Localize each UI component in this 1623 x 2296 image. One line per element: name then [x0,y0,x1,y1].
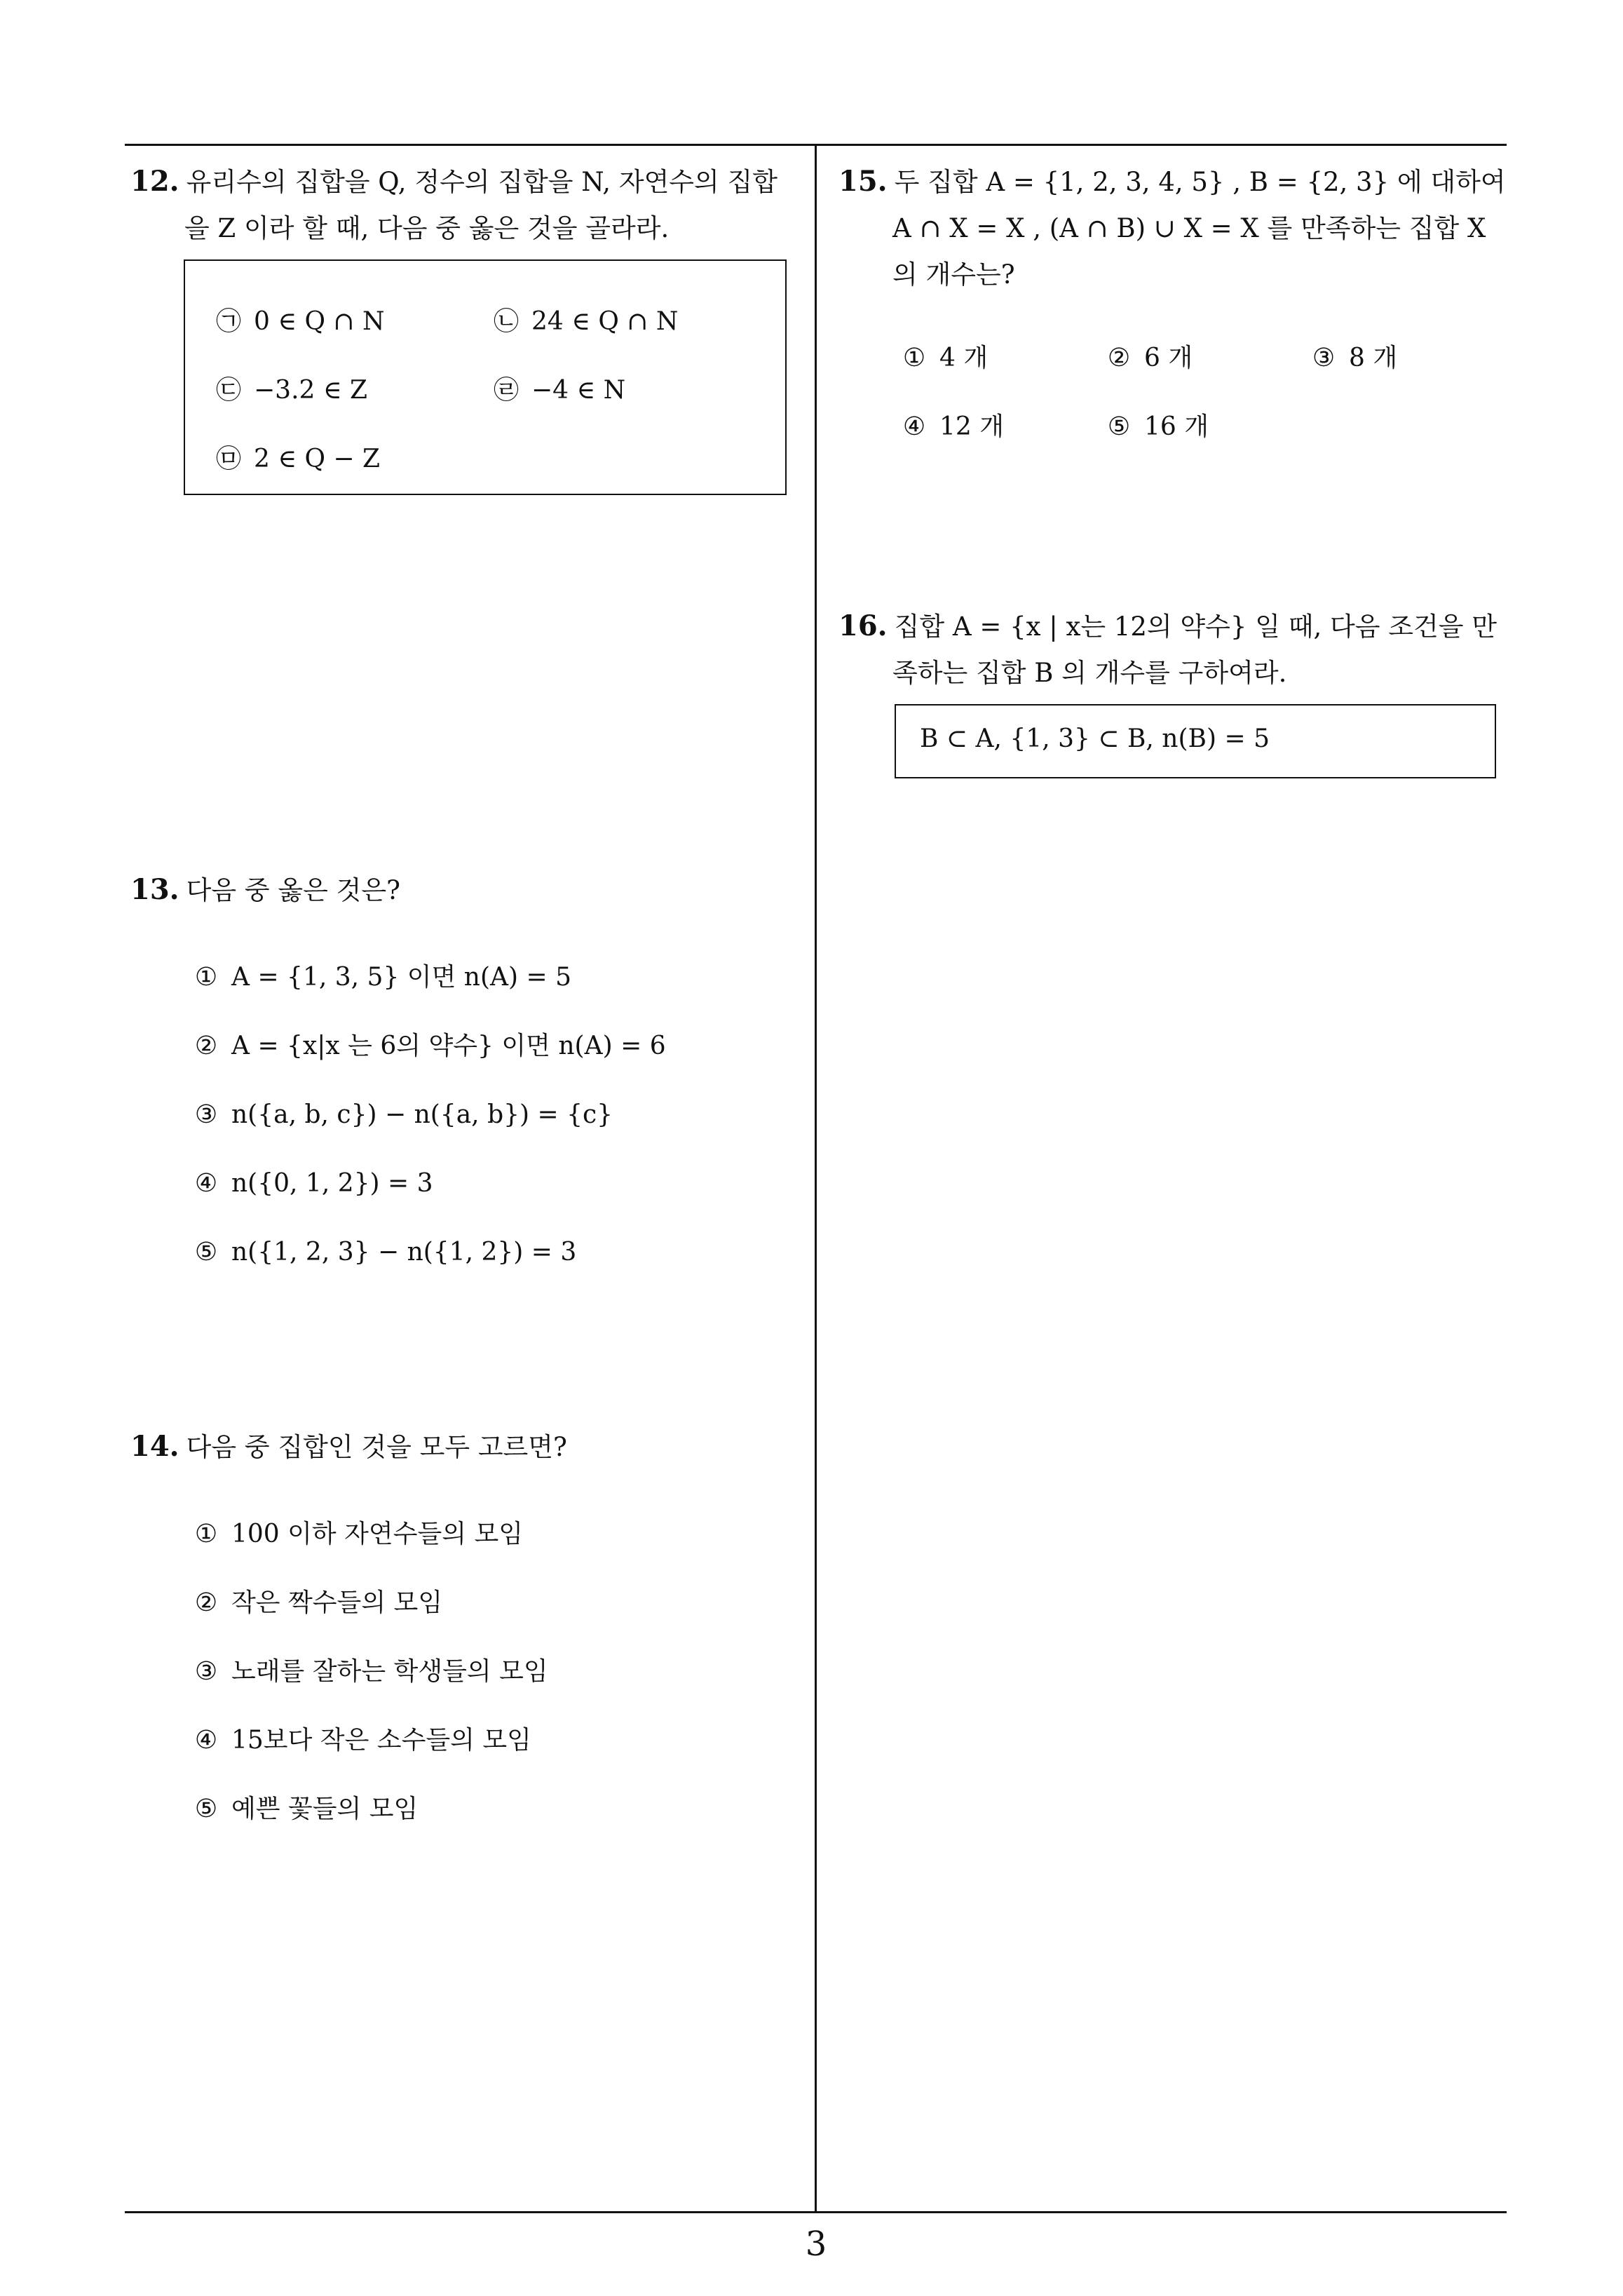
question-12-item-1: ㉠ 0 ∈ Q ∩ N [215,307,385,336]
question-15-line-2: A ∩ X = X , (A ∩ B) ∪ X = X 를 만족하는 집합 X [892,213,1486,243]
question-12-item-2: ㉡ 24 ∈ Q ∩ N [493,307,679,336]
question-12-item-3: ㉢ −3.2 ∈ Z [215,376,367,405]
column-divider [815,144,817,2213]
question-14-option-3: ③ 노래를 잘하는 학생들의 모임 [194,1657,548,1686]
question-12-item-4: ㉣ −4 ∈ N [493,376,626,405]
question-14-option-2: ② 작은 짝수들의 모임 [194,1588,443,1617]
question-16-condition: B ⊂ A, {1, 3} ⊂ B, n(B) = 5 [920,724,1270,753]
question-15-option-1: ① 4 개 [902,344,989,372]
question-13-stem: 13. 다음 중 옳은 것은? [130,873,400,906]
question-12-line-2: 을 Z 이라 할 때, 다음 중 옳은 것을 골라라. [184,213,670,243]
question-12-item-5: ㉤ 2 ∈ Q − Z [215,445,381,473]
question-13 [130,867,803,914]
question-14-option-4: ④ 15보다 작은 소수들의 모임 [194,1726,531,1755]
question-14-number: 14. [130,1430,179,1463]
question-13-option-5: ⑤ n({1, 2, 3} − n({1, 2}) = 3 [194,1238,577,1267]
question-15-option-5: ⑤ 16 개 [1107,412,1209,441]
page-number: 3 [805,2224,827,2264]
question-15-option-2: ② 6 개 [1107,344,1193,372]
question-12-number: 12. [130,165,179,198]
question-13-option-1: ① A = {1, 3, 5} 이면 n(A) = 5 [194,963,572,992]
question-15-line-1: 15. 두 집합 A = {1, 2, 3, 4, 5} , B = {2, 3} 에 대하여 [838,165,1506,198]
question-16-line-2: 족하는 집합 B 의 개수를 구하여라. [892,658,1287,688]
question-16 [838,603,1512,696]
question-13-option-3: ③ n({a, b, c}) − n({a, b}) = {c} [194,1100,613,1129]
question-16-line-1: 16. 집합 A = {x | x는 12의 약수} 일 때, 다음 조건을 만 [838,609,1497,642]
question-15-number: 15. [838,165,888,198]
question-13-option-2: ② A = {x|x 는 6의 약수} 이면 n(A) = 6 [194,1032,666,1060]
question-12 [130,158,803,252]
question-13-number: 13. [130,873,179,906]
question-14-stem: 14. 다음 중 집합인 것을 모두 고르면? [130,1430,567,1463]
question-15-option-3: ③ 8 개 [1312,344,1398,372]
question-14 [130,1424,803,1471]
question-12-line-1: 12. 유리수의 집합을 Q, 정수의 집합을 N, 자연수의 집합 [130,165,778,198]
question-13-option-4: ④ n({0, 1, 2}) = 3 [194,1169,433,1198]
question-15 [838,158,1512,298]
question-15-line-3: 의 개수는? [892,259,1015,290]
question-14-option-1: ① 100 이하 자연수들의 모임 [194,1520,524,1548]
bottom-rule [125,2211,1507,2213]
question-16-number: 16. [838,609,888,642]
question-14-option-5: ⑤ 예쁜 꽃들의 모임 [194,1795,419,1823]
question-15-option-4: ④ 12 개 [902,412,1005,441]
